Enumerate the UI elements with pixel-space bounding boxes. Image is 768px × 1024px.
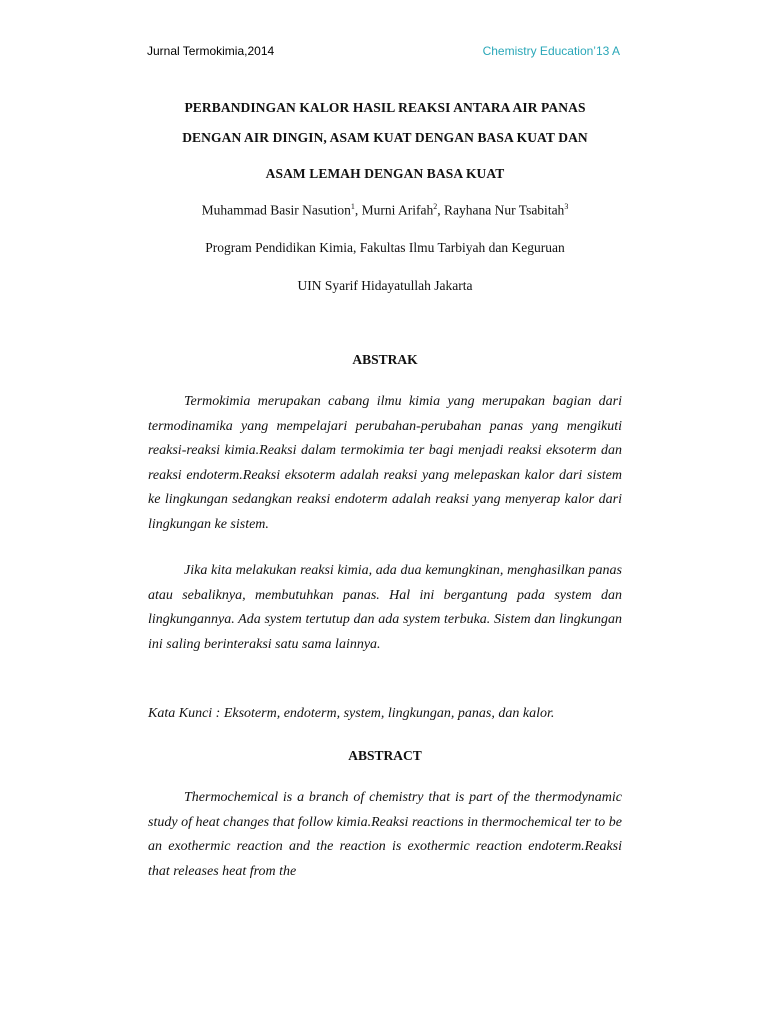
abstrak-paragraph-2: Jika kita melakukan reaksi kimia, ada dua kemungkinan, menghasilkan panas atau sebaliknya, membutuhkan panas. Hal ini bergantung pada system dan lingkungannya. Ada system tertutup dan ada system terbuka. Sistem dan lingkungan ini saling berinteraksi satu sama lainnya. (148, 563, 622, 652)
keywords: Kata Kunci : Eksoterm, endoterm, system, lingkungan, panas, dan kalor. (148, 706, 555, 721)
author-list: Muhammad Basir Nasution$^1$, Murni Arifah$^2$, Rayhana Nur Tsabitah$^3$ (201, 202, 569, 218)
author-affil-mark: 1 (350, 202, 355, 211)
author-affil-mark: 3 (564, 202, 569, 211)
journal-name: Jurnal Termokimia,2014 (147, 44, 275, 58)
title-line-2: DENGAN AIR DINGIN, ASAM KUAT DENGAN BASA KUAT DAN (182, 130, 588, 145)
abstract-heading: ABSTRACT (348, 748, 422, 763)
title-line-3: ASAM LEMAH DENGAN BASA KUAT (265, 166, 505, 181)
author-name: Murni Arifah (361, 202, 434, 218)
abstrak-heading: ABSTRAK (352, 352, 418, 367)
running-header (147, 44, 620, 62)
affiliation-line-1: Program Pendidikan Kimia, Fakultas Ilmu Tarbiyah dan Keguruan (205, 240, 565, 255)
affiliation-line-2: UIN Syarif Hidayatullah Jakarta (297, 278, 473, 293)
abstrak-paragraph-1: Termokimia merupakan cabang ilmu kimia yang merupakan bagian dari termodinamika yang mempelajari perubahan-perubahan panas yang mengikuti reaksi-reaksi kimia.Reaksi dalam termokimia ter bagi menjadi reaksi eksoterm dan reaksi endoterm.Reaksi eksoterm adalah reaksi yang melepaskan kalor dari sistem ke lingkungan sedangkan reaksi endoterm adalah reaksi yang menyerap kalor dari lingkungan ke sistem. (148, 394, 622, 532)
author-affil-mark: 2 (433, 202, 438, 211)
class-label: Chemistry Education’13 A (482, 44, 620, 58)
author-name: Muhammad Basir Nasution (201, 202, 351, 218)
abstract-paragraph-1: Thermochemical is a branch of chemistry that is part of the thermodynamic study of heat changes that follow kimia.Reaksi reactions in thermochemical ter to be an exothermic reaction and the reaction is exothermic reaction endoterm.Reaksi that releases heat from the (148, 790, 622, 879)
author-name: Rayhana Nur Tsabitah (444, 202, 565, 218)
title-line-1: PERBANDINGAN KALOR HASIL REAKSI ANTARA AIR PANAS (184, 100, 586, 115)
